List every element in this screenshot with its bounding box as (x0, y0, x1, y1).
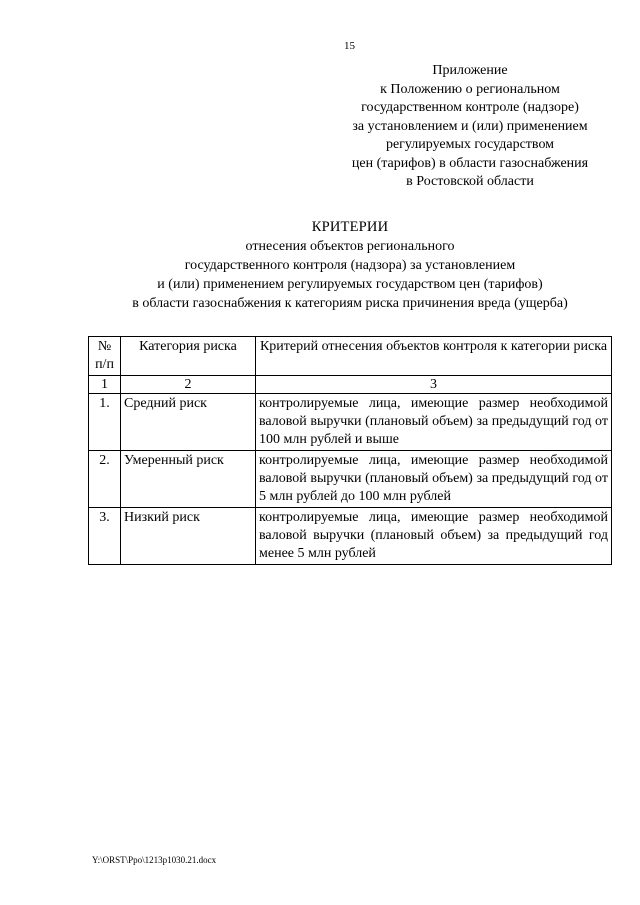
table-row (89, 451, 612, 508)
row-category: Низкий риск (121, 508, 256, 565)
table-header-row (89, 337, 612, 376)
row-criterion: контролируемые лица, имеющие размер необходимой валовой выручки (плановый объем) за предыдущий год менее 5 млн рублей (256, 508, 612, 565)
appendix-line: цен (тарифов) в области газоснабжения (351, 155, 589, 171)
row-criterion: контролируемые лица, имеющие размер необходимой валовой выручки (плановый объем) за предыдущий год от 5 млн рублей до 100 млн рублей (256, 451, 612, 508)
table-row (89, 508, 612, 565)
table-row (89, 394, 612, 451)
header-category: Категория риска (121, 337, 256, 376)
document-heading (60, 218, 640, 313)
row-num: 3. (89, 508, 121, 565)
row-num: 2. (89, 451, 121, 508)
document-subtitle-line: государственного контроля (надзора) за установлением (184, 258, 516, 273)
index-cell: 1 (89, 376, 121, 394)
row-category: Средний риск (121, 394, 256, 451)
appendix-line: к Положению о региональном (380, 81, 560, 97)
appendix-line: государственном контроле (надзоре) (361, 100, 579, 115)
header-num: № п/п (89, 337, 121, 376)
document-title: КРИТЕРИИ (311, 219, 389, 235)
footer-file-path: Y:\ORST\Ppo\1213p1030.21.docx (92, 855, 217, 865)
appendix-line: Приложение (432, 63, 508, 78)
appendix-line: в Ростовской области (406, 174, 534, 189)
page-number: 15 (344, 40, 355, 52)
document-subtitle-line: в области газоснабжения к категориям риска причинения вреда (ущерба) (132, 296, 568, 311)
appendix-block (300, 62, 640, 192)
row-num: 1. (89, 394, 121, 451)
risk-criteria-table (88, 336, 612, 565)
appendix-line: за установлением и (или) применением (352, 118, 588, 134)
header-criterion: Критерий отнесения объектов контроля к категории риска (256, 337, 612, 376)
document-subtitle-line: и (или) применением регулируемых государством цен (тарифов) (157, 277, 543, 292)
appendix-line: регулируемых государством (385, 137, 555, 152)
row-category: Умеренный риск (121, 451, 256, 508)
row-criterion: контролируемые лица, имеющие размер необходимой валовой выручки (плановый объем) за предыдущий год от 100 млн рублей и выше (256, 394, 612, 451)
index-cell: 3 (256, 376, 612, 394)
index-cell: 2 (121, 376, 256, 394)
document-subtitle-line: отнесения объектов регионального (245, 239, 455, 254)
table-index-row (89, 376, 612, 394)
